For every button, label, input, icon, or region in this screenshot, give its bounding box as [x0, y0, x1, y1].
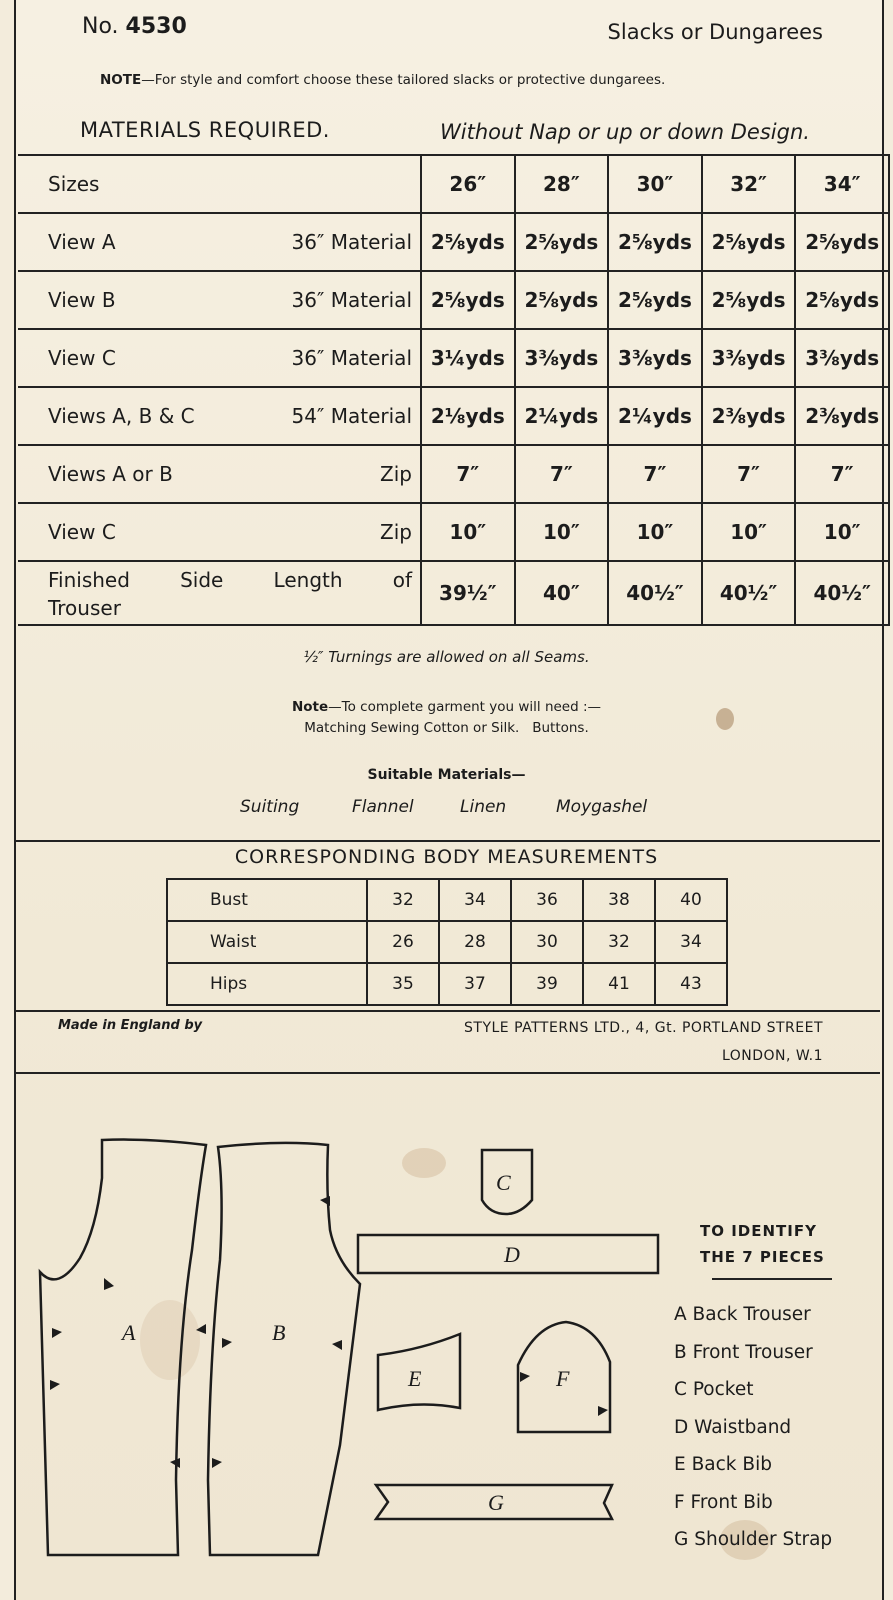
publisher-address-line1: STYLE PATTERNS LTD., 4, Gt. PORTLAND STREET — [464, 1020, 823, 1036]
table-cell: 2⅝yds — [515, 271, 609, 329]
turnings-note: ½″ Turnings are allowed on all Seams. — [303, 648, 590, 666]
measurement-label: Bust — [167, 879, 367, 921]
piece-a-outline — [40, 1140, 206, 1555]
table-cell: 7″ — [515, 445, 609, 503]
pattern-number-label: No. — [82, 14, 119, 39]
sizes-label-cell — [18, 155, 421, 213]
piece-name: Front Trouser — [692, 1341, 813, 1363]
table-cell: 10″ — [421, 503, 515, 561]
pieces-list — [674, 1296, 832, 1559]
material-row-view-a — [18, 213, 889, 271]
table-cell: 28 — [439, 921, 511, 963]
table-cell: 41 — [583, 963, 655, 1005]
zip-row-views-ab — [18, 445, 889, 503]
notch-mark — [50, 1380, 60, 1390]
style-note — [100, 72, 665, 88]
materials-table — [18, 154, 890, 626]
table-cell: 3⅜yds — [795, 329, 889, 387]
piece-letter: B — [674, 1341, 687, 1363]
table-row — [167, 921, 727, 963]
finished-word: of — [392, 568, 412, 592]
size-header: 26″ — [421, 155, 515, 213]
zip-row-view-c — [18, 503, 889, 561]
finished-length-row — [18, 561, 889, 625]
table-cell: 2⅝yds — [608, 271, 702, 329]
table-cell: 2⅝yds — [702, 213, 796, 271]
piece-letter: C — [674, 1379, 687, 1400]
table-cell: 2⅜yds — [795, 387, 889, 445]
table-cell: 10″ — [515, 503, 609, 561]
publisher-address-line2: LONDON, W.1 — [721, 1048, 823, 1064]
table-cell: 2⅝yds — [795, 271, 889, 329]
body-measurements-heading: CORRESPONDING BODY MEASUREMENTS — [234, 846, 659, 868]
piece-b-letter: B — [272, 1320, 286, 1345]
finished-word: Length — [273, 568, 343, 592]
pieces-heading — [700, 1218, 825, 1270]
pieces-heading-rule — [712, 1278, 832, 1280]
table-row — [167, 963, 727, 1005]
table-cell: 2⅛yds — [421, 387, 515, 445]
row-view-label: Views A, B & C — [48, 404, 195, 428]
row-label — [18, 271, 421, 329]
table-cell: 7″ — [608, 445, 702, 503]
notch-mark — [332, 1340, 342, 1350]
table-cell: 2⅝yds — [515, 213, 609, 271]
list-item — [674, 1484, 832, 1522]
piece-name: Waistband — [694, 1416, 792, 1438]
row-view-label: View C — [48, 346, 116, 370]
table-cell: 10″ — [795, 503, 889, 561]
row-label — [18, 213, 421, 271]
table-cell: 26 — [367, 921, 439, 963]
table-cell: 30 — [511, 921, 583, 963]
suitable-material: Linen — [460, 797, 507, 817]
piece-name: Front Bib — [690, 1491, 773, 1513]
notch-mark — [104, 1278, 114, 1290]
table-cell: 7″ — [795, 445, 889, 503]
notch-mark — [212, 1458, 222, 1468]
material-row-views-abc — [18, 387, 889, 445]
made-in-label: Made in England by — [58, 1018, 203, 1033]
section-divider — [14, 1010, 880, 1012]
material-row-view-c — [18, 329, 889, 387]
pattern-number-value: 4530 — [125, 14, 187, 39]
list-item — [674, 1521, 832, 1559]
pattern-title: Slacks or Dungarees — [607, 20, 823, 44]
table-cell: 34 — [439, 879, 511, 921]
size-header: 34″ — [795, 155, 889, 213]
piece-g-letter: G — [488, 1490, 504, 1515]
table-cell: 3⅜yds — [515, 329, 609, 387]
pieces-heading-line2: THE 7 PIECES — [700, 1248, 825, 1266]
list-item — [674, 1409, 832, 1447]
table-cell: 40″ — [515, 561, 609, 625]
row-label — [18, 329, 421, 387]
requirements-items: Matching Sewing Cotton or Silk. Buttons. — [304, 720, 589, 736]
table-cell: 38 — [583, 879, 655, 921]
notch-mark — [520, 1372, 530, 1382]
table-cell: 2⅝yds — [421, 213, 515, 271]
table-cell: 37 — [439, 963, 511, 1005]
piece-b-outline — [208, 1143, 360, 1555]
piece-name: Back Trouser — [692, 1304, 811, 1325]
style-note-label: NOTE — [100, 72, 142, 88]
table-cell: 10″ — [702, 503, 796, 561]
requirements-note — [0, 697, 893, 739]
requirements-note-line1 — [0, 697, 893, 718]
materials-subheading: Without Nap or up or down Design. — [440, 120, 810, 144]
table-cell: 2⅜yds — [702, 387, 796, 445]
finished-word: Side — [180, 568, 224, 592]
row-label — [18, 445, 421, 503]
piece-d-letter: D — [504, 1242, 520, 1267]
piece-f-letter: F — [556, 1366, 570, 1391]
material-row-view-b — [18, 271, 889, 329]
row-label — [18, 503, 421, 561]
table-cell: 3⅜yds — [702, 329, 796, 387]
piece-e-letter: E — [408, 1366, 422, 1391]
row-view-label: Views A or B — [48, 462, 173, 486]
row-label — [18, 561, 421, 625]
section-divider — [14, 1072, 880, 1074]
sizes-label: Sizes — [48, 172, 100, 196]
table-cell: 39 — [511, 963, 583, 1005]
table-cell: 34 — [655, 921, 727, 963]
suitable-material: Suiting — [240, 797, 300, 817]
table-cell: 2¼yds — [608, 387, 702, 445]
requirements-note-text: —To complete garment you will need :— — [328, 699, 602, 715]
row-spec-label: 54″ Material — [291, 404, 412, 428]
table-cell: 40½″ — [795, 561, 889, 625]
row-spec-label: 36″ Material — [291, 288, 412, 312]
suitable-material: Moygashel — [556, 797, 648, 817]
section-divider — [14, 840, 880, 842]
size-header: 30″ — [608, 155, 702, 213]
table-cell: 3¼yds — [421, 329, 515, 387]
materials-heading: MATERIALS REQUIRED. — [80, 118, 330, 142]
table-cell: 39½″ — [421, 561, 515, 625]
table-cell: 40½″ — [702, 561, 796, 625]
row-spec-label: 36″ Material — [291, 230, 412, 254]
requirements-note-label: Note — [291, 699, 329, 715]
piece-name: Shoulder Strap — [694, 1529, 833, 1550]
list-item — [674, 1446, 832, 1484]
piece-name: Back Bib — [691, 1454, 772, 1475]
table-cell: 35 — [367, 963, 439, 1005]
row-spec-label: Zip — [380, 520, 412, 544]
table-cell: 7″ — [702, 445, 796, 503]
finished-label-line1 — [48, 568, 412, 592]
table-cell: 7″ — [421, 445, 515, 503]
style-note-text: —For style and comfort choose these tailored slacks or protective dungarees. — [141, 72, 666, 88]
finished-label-line2: Trouser — [48, 596, 121, 620]
notch-mark — [598, 1406, 608, 1416]
table-cell: 10″ — [608, 503, 702, 561]
row-view-label: View A — [48, 230, 116, 254]
row-spec-label: 36″ Material — [291, 346, 412, 370]
size-header: 32″ — [702, 155, 796, 213]
notch-mark — [52, 1328, 62, 1338]
notch-mark — [320, 1196, 330, 1206]
suitable-material: Flannel — [352, 797, 414, 817]
piece-letter: G — [674, 1529, 689, 1550]
measurement-label: Waist — [167, 921, 367, 963]
table-cell: 2¼yds — [515, 387, 609, 445]
notch-mark — [222, 1338, 232, 1348]
piece-c-letter: C — [496, 1170, 511, 1195]
piece-letter: A — [674, 1304, 687, 1325]
list-item — [674, 1296, 832, 1334]
list-item — [674, 1334, 832, 1372]
finished-word: Finished — [48, 568, 130, 592]
table-cell: 2⅝yds — [421, 271, 515, 329]
pieces-heading-line1: TO IDENTIFY — [700, 1222, 817, 1240]
table-cell: 2⅝yds — [702, 271, 796, 329]
piece-letter: D — [674, 1416, 689, 1438]
row-label — [18, 387, 421, 445]
measurement-label: Hips — [167, 963, 367, 1005]
piece-letter: E — [674, 1454, 686, 1475]
table-cell: 2⅝yds — [608, 213, 702, 271]
row-view-label: View C — [48, 520, 116, 544]
table-cell: 36 — [511, 879, 583, 921]
row-view-label: View B — [48, 288, 116, 312]
size-header: 28″ — [515, 155, 609, 213]
piece-a-letter: A — [122, 1320, 136, 1345]
table-cell: 2⅝yds — [795, 213, 889, 271]
table-cell: 32 — [367, 879, 439, 921]
table-cell: 40 — [655, 879, 727, 921]
piece-name: Pocket — [692, 1379, 754, 1400]
row-spec-label: Zip — [380, 462, 412, 486]
table-row — [167, 879, 727, 921]
suitable-materials-heading: Suitable Materials— — [367, 767, 526, 783]
sizes-row — [18, 155, 889, 213]
table-cell: 40½″ — [608, 561, 702, 625]
table-cell: 3⅜yds — [608, 329, 702, 387]
notch-mark — [196, 1324, 206, 1334]
table-cell: 43 — [655, 963, 727, 1005]
piece-letter: F — [674, 1491, 685, 1513]
body-measurements-table — [166, 878, 728, 1006]
table-cell: 32 — [583, 921, 655, 963]
list-item — [674, 1371, 832, 1409]
pattern-number — [82, 14, 187, 39]
